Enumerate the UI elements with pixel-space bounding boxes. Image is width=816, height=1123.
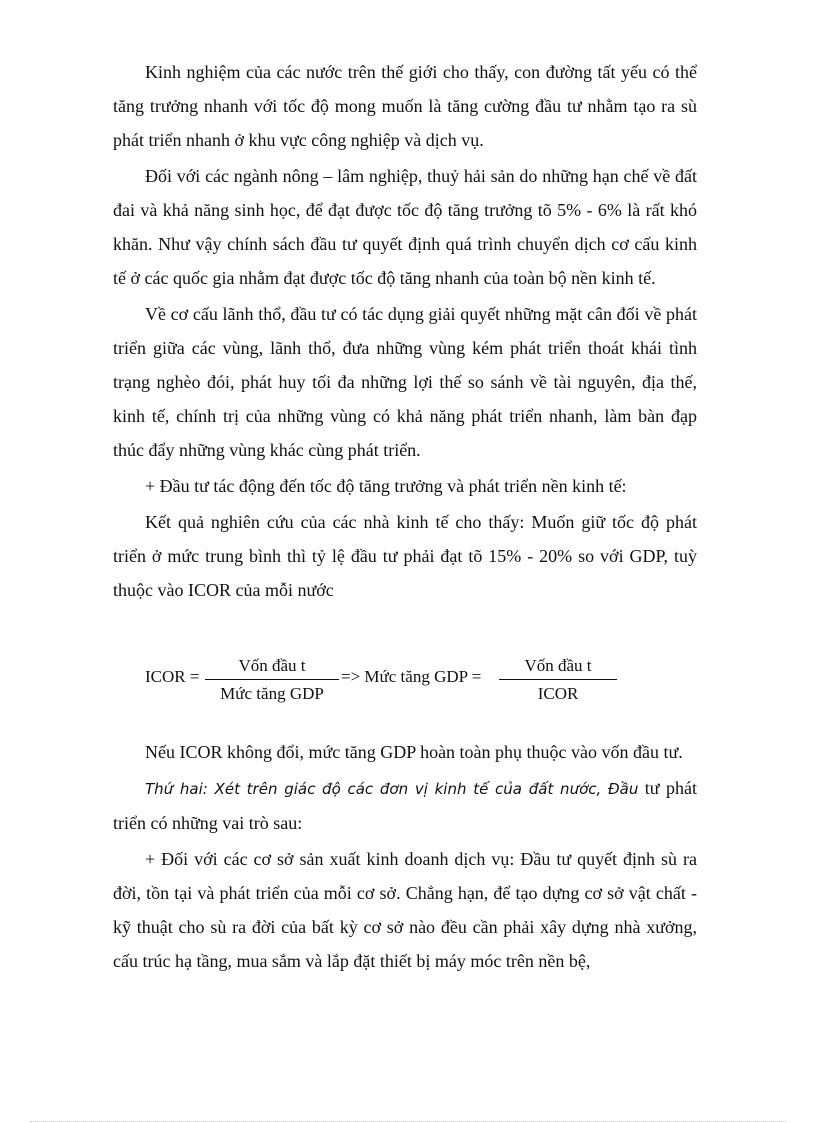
icor-formula: [113, 647, 697, 717]
paragraph-co-so-san-xuat: + Đối với các cơ sở sản xuất kinh doanh dịch vụ: Đầu tư quyết định sù ra đời, tồn tại và phát triển của mỗi cơ sở. Chẳng hạn, để tạo dựng cơ sở vật chất - kỹ thuật cho sù ra đời của bất kỳ cơ sở nào đều cần phải xây dựng nhà xưởng, cấu trúc hạ tầng, mua sắm và lắp đặt thiết bị máy móc trên nền bệ,: [113, 849, 697, 971]
paragraph-ket-qua-nghien-cuu: Kết quả nghiên cứu của các nhà kinh tế cho thấy: Muốn giữ tốc độ phát triển ở mức trung bình thì tỷ lệ đầu tư phải đạt tõ 15% - 20% so với GDP, tuỳ thuộc vào ICOR của mỗi nước: [113, 512, 697, 600]
document-body: [113, 55, 697, 980]
fraction-1-denominator: Mức tăng GDP: [220, 684, 324, 703]
paragraph-nong-lam-nghiep: Đối với các ngành nông – lâm nghiệp, thuỷ hải sản do những hạn chế về đất đai và khả năng sinh học, để đạt được tốc độ tăng trưởng tõ 5% - 6% là rất khó khăn. Như vậy chính sách đầu tư quyết định quá trình chuyển dịch cơ cấu kinh tế ở các quốc gia nhằm đạt được tốc độ tăng nhanh của toàn bộ nền kinh tế.: [113, 166, 697, 288]
formula-fraction-1: [205, 653, 339, 706]
paragraph-tac-dong-tang-truong: + Đầu tư tác động đến tốc độ tăng trưởng và phát triển nền kinh tế:: [145, 476, 627, 496]
fraction-1-numerator: Vốn đầu t: [238, 656, 306, 675]
thu-hai-normal: tư phát triển có những vai trò sau:: [113, 778, 698, 833]
thu-hai-italic: Thứ hai: Xét trên giác độ các đơn vị kinh tế của đất nước, Đầu: [145, 780, 639, 798]
paragraph-kinh-nghiem: Kinh nghiệm của các nước trên thế giới cho thấy, con đường tất yếu có thể tăng trưởng nhanh với tốc độ mong muốn là tăng cường đầu tư nhằm tạo ra sù phát triển nhanh ở khu vực công nghiệp và dịch vụ.: [113, 62, 697, 150]
formula-middle: => Mức tăng GDP =: [341, 667, 482, 686]
paragraph-co-cau-lanh-tho: Về cơ cấu lãnh thổ, đầu tư có tác dụng giải quyết những mặt cân đối về phát triển giữa các vùng, lãnh thổ, đưa những vùng kém phát triển thoát khái tình trạng nghèo đói, phát huy tối đa những lợi thế so sánh về tài nguyên, địa thế, kinh tế, chính trị của những vùng có khả năng phát triển nhanh, làm bàn đạp thúc đẩy những vùng khác cùng phát triển.: [113, 304, 697, 460]
formula-lhs: ICOR =: [145, 667, 200, 686]
fraction-2-numerator: Vốn đầu t: [524, 656, 592, 675]
formula-fraction-2: [499, 653, 617, 706]
paragraph-thu-hai: [113, 771, 697, 840]
paragraph-icor-khong-doi: Nếu ICOR không đổi, mức tăng GDP hoàn toàn phụ thuộc vào vốn đầu tư.: [145, 742, 683, 762]
fraction-2-denominator: ICOR: [537, 684, 579, 703]
page-bottom-border: [30, 1121, 786, 1122]
